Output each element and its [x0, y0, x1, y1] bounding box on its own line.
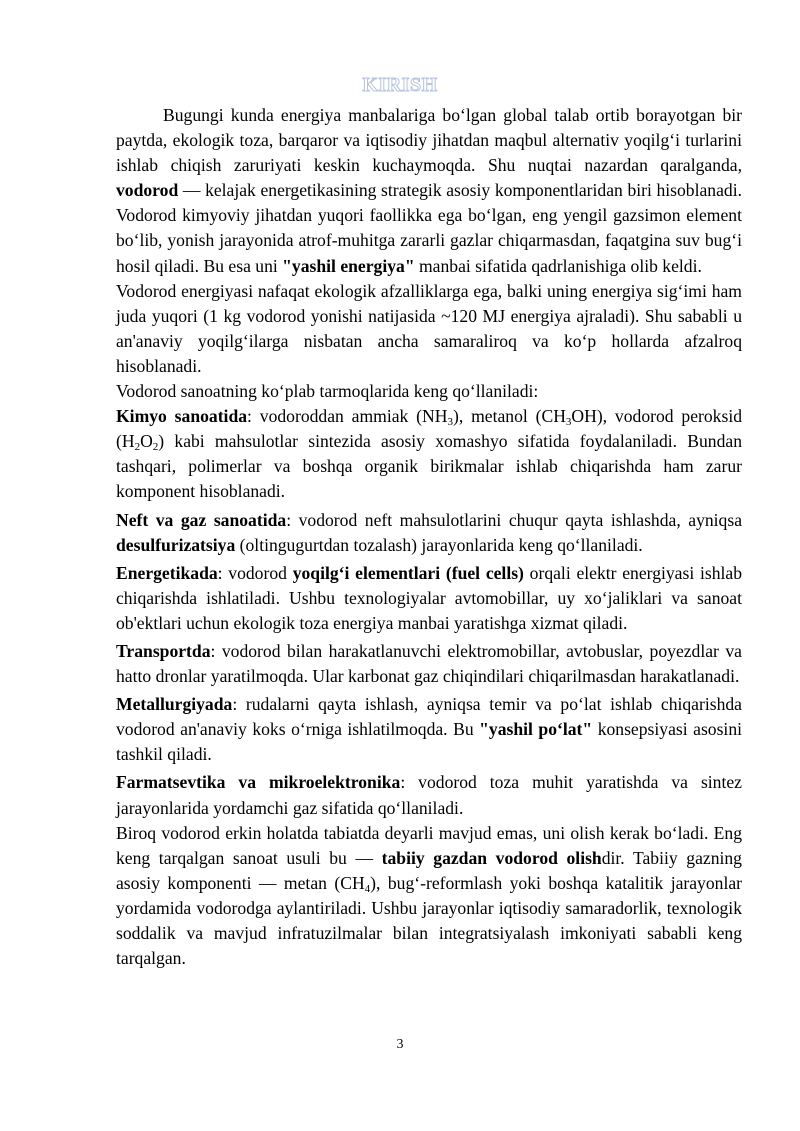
bold-term: "yashil energiya" — [282, 255, 415, 276]
paragraph-oil-gas — [116, 508, 742, 558]
paragraph-intro — [116, 103, 742, 279]
bold-term: Energetikada — [116, 562, 218, 583]
bold-term: "yashil po‘lat" — [479, 719, 593, 740]
paragraph-applications-intro: Vodorod sanoatning ko‘plab tarmoqlarida keng qo‘llaniladi: — [116, 381, 539, 402]
paragraph-production — [116, 821, 742, 972]
paragraph-metallurgy — [116, 692, 742, 767]
text-run: (oltingugurtdan tozalash) jarayonlarida keng qo‘llaniladi. — [235, 534, 643, 555]
bold-term: tabiiy gazdan vodorod olish — [381, 847, 602, 868]
text-run: : vodoroddan ammiak (NH — [247, 406, 448, 427]
text-run: Biroq vodorod erkin holatda tabiatda deyarli mavjud emas, uni olish kerak bo‘ladi. Eng keng tarqalgan sanoat usuli bu — — [116, 822, 742, 868]
text-run: dir. Tabiiy gazning asosiy komponenti — metan (CH — [116, 847, 742, 893]
text-run: : rudalarni qayta ishlash, ayniqsa temir va po‘lat ishlab chiqarishda vodorod an'anaviy koks o‘rniga ishlatilmoqda. Bu — [116, 694, 742, 740]
text-run: ), bug‘-reformlash yoki boshqa katalitik jarayonlar yordamida vodorodga aylantiriladi. Ushbu jarayonlar iqtisodiy samaradorlik, texnologik soddalik va mavjud infratuzilmalar bilan integratsiyalash imkoniyati sababli keng tarqalgan. — [116, 872, 743, 969]
paragraph-energy — [116, 561, 742, 636]
subscript: 3 — [447, 416, 453, 429]
bold-term: Transportda — [116, 640, 211, 661]
text-run: konsepsiyasi asosini tashkil qiladi. — [116, 719, 743, 765]
text-run: — kelajak energetikasining strategik asosiy komponentlaridan biri hisoblanadi. Vodorod kimyoviy jihatdan yuqori faollikka ega bo‘lgan, eng yengil gazsimon element bo‘lib, yonish jarayonida atrof-muhitga zararli gazlar chiqarmasdan, faqatgina suv bug‘i hosil qiladi. Bu esa uni — [116, 180, 742, 276]
paragraph-chemical-industry — [116, 404, 742, 504]
text-run: Bugungi kunda energiya manbalariga bo‘lgan global talab ortib borayotgan bir paytda, ekologik toza, barqaror va iqtisodiy jihatdan maqbul alternativ yoqilg‘i turlarini ishlab chiqish zaruriyati keskin kuchaymoqda. Shu nuqtai nazardan qaralganda, — [116, 105, 742, 176]
bold-term: Farmatsevtika va mikroelektronika — [116, 772, 401, 793]
body-text — [116, 103, 742, 971]
paragraph-pharma-electronics — [116, 770, 742, 820]
subscript: 2 — [152, 441, 159, 454]
bold-term: vodorod — [116, 180, 179, 201]
paragraph-energy-capacity: Vodorod energiyasi nafaqat ekologik afzalliklarga ega, balki uning energiya sig‘imi ham juda yuqori (1 kg vodorod yonishi natijasida ~120 MJ energiya ajraladi). Shu sababli u an'anaviy yoqilg‘ilarga nisbatan ancha samaraliroq va ko‘p hollarda afzalroq hisoblanadi. — [116, 280, 742, 376]
text-run: ), metanol (CH — [452, 406, 566, 427]
subscript: 4 — [364, 882, 371, 895]
bold-term: desulfurizatsiya — [116, 534, 236, 555]
text-run: orqali elektr energiyasi ishlab chiqarishda ishlatiladi. Ushbu texnologiyalar avtomobillar, uy xo‘jaliklari va sanoat ob'ektlari uchun ekologik toza energiya manbai yaratishga xizmat qiladi. — [116, 562, 742, 633]
text-run: : vodorod — [217, 562, 293, 583]
text-run: ) kabi mahsulotlar sintezida asosiy xomashyo sifatida foydalaniladi. Bundan tashqari, polimerlar va boshqa organik birikmalar ishlab chiqarishda ham zarur komponent hisoblanadi. — [116, 431, 742, 502]
text-run: O — [140, 431, 153, 452]
text-run: : vodorod neft mahsulotlarini chuqur qayta ishlashda, ayniqsa — [286, 509, 742, 530]
subscript: 2 — [134, 441, 141, 454]
text-run: : vodorod toza muhit yaratishda va sintez jarayonlarida yordamchi gaz sifatida qo‘llaniladi. — [116, 772, 742, 818]
bold-term: Metallurgiyada — [116, 694, 233, 715]
page-heading: KIRISH — [362, 74, 438, 96]
text-run: manbai sifatida qadrlanishiga olib keldi. — [414, 255, 702, 276]
bold-term: Kimyo sanoatida — [116, 406, 248, 427]
text-run: : vodorod bilan harakatlanuvchi elektromobillar, avtobuslar, poyezdlar va hatto dronlar yaratilmoqda. Ular karbonat gaz chiqindilari chiqarilmasdan harakatlanadi. — [116, 640, 742, 687]
bold-term: yoqilg‘i elementlari (fuel cells) — [292, 562, 524, 583]
subscript: 3 — [565, 416, 572, 429]
bold-term: Neft va gaz sanoatida — [116, 509, 287, 530]
text-run: OH), vodorod peroksid (H — [116, 406, 743, 452]
paragraph-transport — [116, 639, 742, 689]
page-number: 3 — [396, 1037, 404, 1052]
